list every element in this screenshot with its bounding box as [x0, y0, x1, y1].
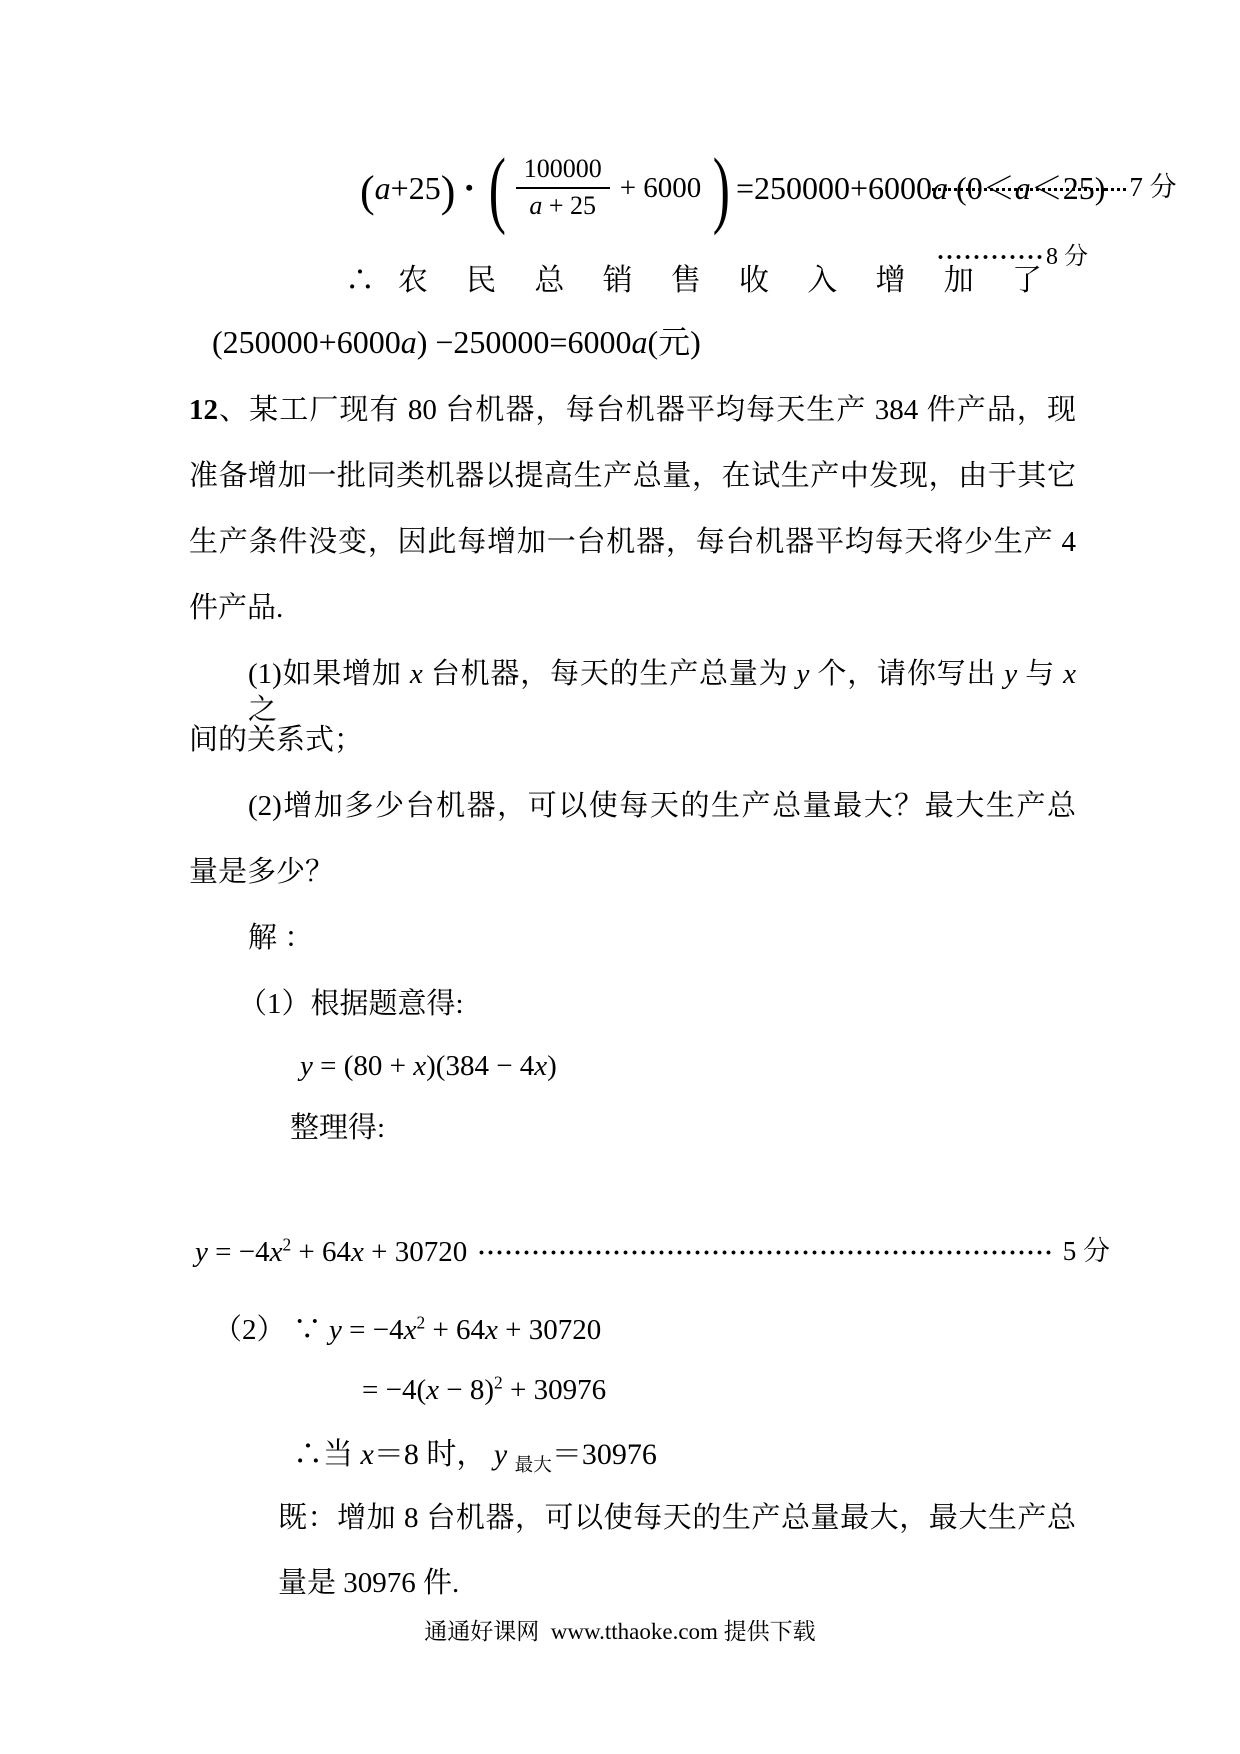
statement-line-1	[189, 392, 1076, 434]
text-segment: ＝8 时，	[373, 1438, 494, 1471]
text-segment: + 30720	[497, 1314, 602, 1346]
equation-quadratic-scored	[195, 1234, 1110, 1270]
text-segment: (1)如果增加	[248, 658, 410, 690]
text-segment: 2	[282, 1234, 292, 1255]
equation-quadratic	[195, 1234, 467, 1270]
text-segment: + 64	[291, 1236, 352, 1268]
text-segment: a	[1014, 170, 1031, 206]
text-segment: x	[485, 1314, 498, 1346]
step-1-label: （1）根据题意得:	[238, 988, 464, 1020]
fraction-numerator: 100000	[516, 155, 610, 189]
text-segment: y	[329, 1314, 342, 1346]
text-segment: )(384 − 4	[426, 1050, 535, 1082]
text-segment: x	[269, 1236, 283, 1268]
text-segment: = −4	[341, 1314, 404, 1346]
text-segment: y	[493, 1438, 508, 1471]
text-segment: 2	[494, 1372, 503, 1393]
text-segment: 台机器，每天的生产总量为	[422, 658, 797, 690]
statement-line-2: 准备增加一批同类机器以提高生产总量，在试生产中发现，由于其它	[189, 460, 1076, 492]
text-segment: (0＜	[948, 170, 1015, 206]
text-segment: x	[426, 1374, 439, 1406]
score-7: 7 分	[1129, 172, 1177, 203]
text-segment: x	[409, 658, 423, 690]
text-segment: x	[1063, 658, 1076, 690]
text-segment: y	[300, 1050, 313, 1082]
fraction	[516, 155, 610, 220]
step-2-line	[213, 1312, 601, 1348]
equation-lhs	[360, 167, 456, 216]
text-segment: （2） ∵	[213, 1314, 330, 1346]
text-segment: 12	[189, 394, 218, 426]
text-segment	[507, 1438, 515, 1471]
score-5: 5 分	[1062, 1236, 1110, 1267]
text-segment: 之	[248, 694, 278, 727]
statement-line-4: 件产品.	[189, 592, 284, 624]
maximum-line	[293, 1436, 657, 1474]
equation-vertex-form	[362, 1372, 606, 1408]
text-segment: 个，请你写出	[809, 658, 1005, 690]
question-1-line-2: 间的关系式；	[189, 724, 364, 756]
text-segment	[1105, 170, 1129, 206]
text-segment: +25	[390, 170, 441, 206]
statement-line-3: 生产条件没变，因此每增加一台机器，每台机器平均每天将少生产 4	[189, 526, 1076, 558]
text-segment: y	[195, 1236, 208, 1268]
text-segment: (元)	[647, 324, 701, 360]
text-segment: (250000+6000	[212, 324, 401, 360]
text-segment: x	[413, 1050, 427, 1082]
equation-revenue	[360, 132, 1177, 244]
text-segment: − 8)	[439, 1374, 495, 1406]
text-segment: 与	[1017, 658, 1064, 690]
text-segment: y	[1004, 658, 1018, 690]
simplify-label: 整理得:	[290, 1112, 386, 1144]
text-segment: = −4	[207, 1236, 270, 1268]
text-segment: a	[932, 170, 949, 206]
text-segment: = (80 +	[312, 1050, 414, 1082]
fraction-denominator	[529, 189, 596, 221]
answer-line-1: 既：增加 8 台机器，可以使每天的生产总量最大，最大生产总	[278, 1502, 1076, 1534]
conclusion-justified-line: ∴ 农 民 总 销 售 收 入 增 加 了	[345, 264, 1042, 297]
dotted-leader	[477, 1247, 1052, 1257]
question-1-line-1	[248, 656, 1076, 727]
equation-rhs	[736, 168, 1129, 208]
text-segment: 、某工厂现有 80 台机器，每台机器平均每天生产 384 件产品，现	[218, 394, 1076, 426]
site-footer: 通通好课网 www.tthaoke.com 提供下载	[424, 1619, 816, 1644]
big-open-paren: (	[488, 139, 506, 236]
text-segment: 最大	[514, 1455, 552, 1476]
text-segment: ∴当	[293, 1438, 361, 1471]
multiplication-dot: •	[465, 175, 474, 201]
text-segment: (	[360, 167, 375, 216]
text-segment: a	[529, 191, 543, 220]
text-segment: y	[796, 658, 810, 690]
text-segment: ) −250000=6000	[416, 324, 632, 360]
text-segment: x	[534, 1050, 548, 1082]
text-segment: x	[360, 1438, 374, 1471]
text-segment: + 64	[425, 1314, 486, 1346]
equation-y-product	[300, 1048, 557, 1084]
question-2-line-2: 量是多少？	[189, 856, 335, 888]
text-segment: + 25	[542, 191, 597, 220]
answer-line-2: 量是 30976 件.	[278, 1567, 460, 1599]
text-segment: a	[631, 324, 648, 360]
text-segment: + 30720	[363, 1236, 468, 1268]
text-segment: + 30976	[502, 1374, 607, 1406]
text-segment: ＝30976	[551, 1438, 657, 1471]
text-segment: = −4(	[362, 1374, 427, 1406]
text-segment: x	[351, 1236, 364, 1268]
text-segment: a	[374, 170, 391, 206]
solve-label: 解 ：	[248, 922, 314, 954]
text-segment: x	[403, 1314, 417, 1346]
plus-term: + 6000	[619, 171, 702, 204]
text-segment: )	[547, 1050, 557, 1082]
text-segment: =250000+6000	[735, 170, 933, 206]
dotted-overline	[936, 253, 1042, 261]
big-close-paren: )	[713, 139, 731, 236]
text-segment: ＜25)	[1030, 170, 1106, 206]
text-segment: )	[440, 167, 456, 216]
score-8: 8 分	[1046, 244, 1088, 270]
text-segment: 2	[416, 1312, 426, 1333]
question-2-line-1: (2)增加多少台机器，可以使每天的生产总量最大？最大生产总	[248, 790, 1076, 822]
result-equation	[212, 322, 701, 362]
text-segment: a	[400, 324, 417, 360]
